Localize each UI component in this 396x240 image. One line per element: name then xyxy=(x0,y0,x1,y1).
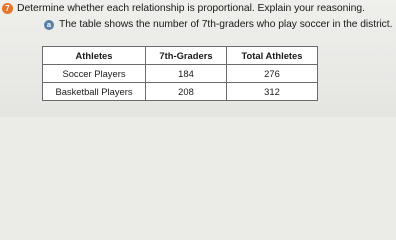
part-letter-badge: a xyxy=(44,20,54,30)
part-a-text: The table shows the number of 7th-graders who play soccer in the district. xyxy=(59,19,393,30)
header-7th-graders: 7th-Graders xyxy=(146,47,227,65)
cell-soccer-7th-graders: 184 xyxy=(146,65,227,83)
table-row xyxy=(43,65,318,83)
cell-basketball-total: 312 xyxy=(227,83,318,101)
header-total-athletes: Total Athletes xyxy=(227,47,318,65)
question-number-badge: 7 xyxy=(2,3,13,14)
question-text: Determine whether each relationship is proportional. Explain your reasoning. xyxy=(17,3,365,14)
part-a-header xyxy=(44,19,392,30)
textbook-page xyxy=(0,0,396,117)
row-label-soccer: Soccer Players xyxy=(43,65,146,83)
question-header xyxy=(2,3,365,14)
table-header-row xyxy=(43,47,318,65)
row-label-basketball: Basketball Players xyxy=(43,83,146,101)
athletes-table xyxy=(42,46,318,101)
cell-basketball-7th-graders: 208 xyxy=(146,83,227,101)
table-row xyxy=(43,83,318,101)
cell-soccer-total: 276 xyxy=(227,65,318,83)
header-athletes: Athletes xyxy=(43,47,146,65)
